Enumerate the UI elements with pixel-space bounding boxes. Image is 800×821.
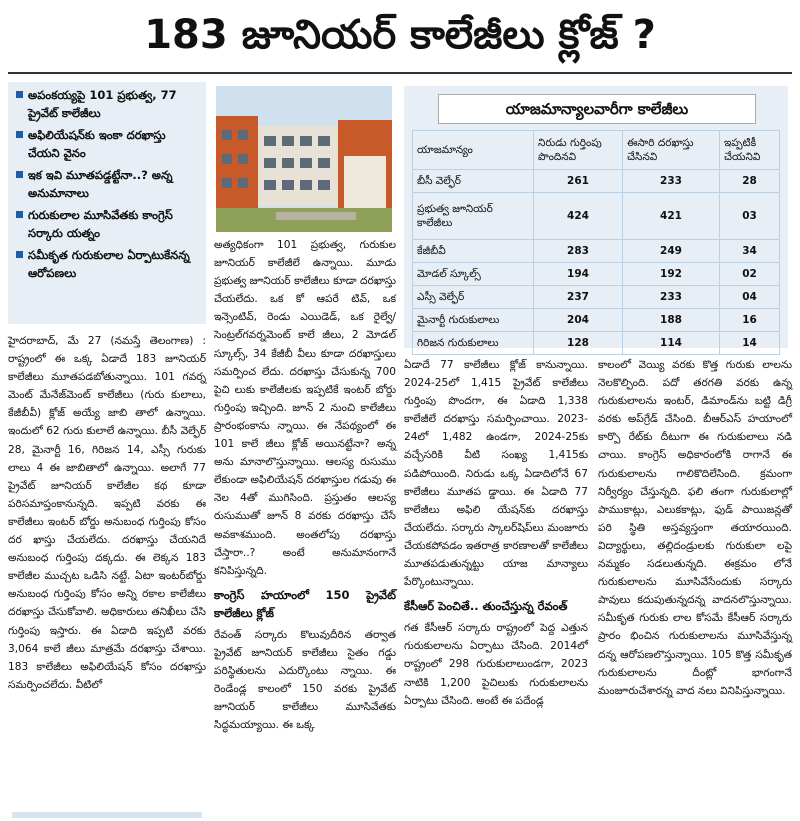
table-cell-pending: 16 xyxy=(720,309,780,332)
table-header-row xyxy=(413,131,780,170)
article-paragraph: గత కేసీఆర్ సర్కారు రాష్ట్రంలో పెద్ద ఎత్తున గురుకులాలను ఏర్పాటు చేసింది. 2014లో రాష్ట్రంలో 298 గురుకులాలుండగా, 2023 నాటికి 1,200 పైచిలుకు గురుకులాలను ఏర్పాటు చేసింది. అంటే ఈ పదేండ్ల xyxy=(404,622,588,707)
table-title: యాజమాన్యాలవారీగా కాలేజీలు xyxy=(438,94,756,124)
table-row xyxy=(413,263,780,286)
table-cell-pending: 02 xyxy=(720,263,780,286)
table-cell-pending: 04 xyxy=(720,286,780,309)
table-header: యాజమాన్యం xyxy=(413,131,534,170)
table-cell-prev: 424 xyxy=(534,193,623,240)
colleges-table-box xyxy=(404,86,788,348)
article-paragraph: కాలంలో వెయ్యి వరకు కొత్త గురుకు లాలను నెలకొల్పింది. పదో తరగతి వరకు ఉన్న గురుకులాలను ఇంటర్, డిమాండ్‌ను బట్టి డిగ్రీ వరకు అప్‌గ్రేడ్ చేసింది. బీఆర్‌ఎస్ హయాంలో కార్పొ రేట్‌కు దీటుగా ఈ గురుకులాలు నడి చాయి. కాంగ్రెస్ అధికారంలోకి రాగానే ఈ గురుకులాలను గాలికొదిలేసింది. క్రమంగా నిర్వీర్యం చేస్తున్నది. ఫలి తంగా గురుకులాల్లో పాముకాట్లు, ఎలుకకాట్లు, ఫుడ్ పాయిజన్లతో పరి స్థితి అస్తవ్యస్తంగా తయారయింది. విద్యార్థులు, తల్లిదండ్రులకు గురుకులా లపై నమ్మకం సడలుతున్నది. ఈక్రమం లోనే గురుకులాలను మూసివేసేందుకు సర్కారు పావులు కదుపుతున్నదన్న వాదనలొస్తున్నాయి. సమీకృత గురుకు లాల కోసమే కేసీఆర్ సర్కారు ప్రారం భించిన గురుకులాలను మూసివేస్తున్న దన్న ఆరోపణలొస్తున్నాయి. 105 కొత్త సమీకృత గురుకులాలను దీంట్లో భాగంగానే మంజూరుచేశారన్న వాద నలు వినిపిస్తున్నాయి. xyxy=(598,359,792,697)
article-column-3 xyxy=(404,356,588,710)
table-cell-pending: 34 xyxy=(720,240,780,263)
footer-bar xyxy=(12,812,202,818)
table-row xyxy=(413,240,780,263)
table-row xyxy=(413,332,780,355)
article-paragraph: హైదరాబాద్, మే 27 (నమస్తే తెలంగాణ) : రాష్ట్రంలో ఈ ఒక్క ఏడాదే 183 జూనియర్ కాలేజీలు మూతపడబోతున్నాయి. 101 గవర్న మెంట్ మేనేజ్‌మెంట్ కాలేజీలు (గురు కులాలు, కేజీబీవీ) క్లోజ్ అయ్యే జాబి తాలో ఉన్నాయి. ఇందులో 62 గురు కులాలే ఉన్నాయి. బీసీ వెల్ఫేర్ 28, మైనార్టీ 16, గిరిజన 14, ఎస్సీ గురుకు లాలు 4 ఈ జాబితాలో ఉన్నాయి. అలాగే 77 ప్రైవేట్ జూనియర్ కాలేజీల కథ కూడా పరిసమాప్తంకానున్నది. ఇప్పటి వరకు ఈ కాలేజీలు ఇంటర్ బోర్డు అనుబంధ గుర్తింపు కోసం దర ఖాస్తు చేయలేదు. దరఖాస్తు చేయనిదే అనుబంధ గుర్తింపు దక్కదు. ఈ లెక్కన 183 కాలేజీల ముచ్చట ఒడిసి నట్టే. ఏటా ఇంటర్‌బోర్డు అనుబంధ గుర్తింపు కోసం అన్ని రకాల కాలేజీలు దరఖాస్తు చేసుకోవాలి. అధికారులు తనిఖీలు చేసి గుర్తింపు ఇస్తారు. ఈ ఏడాది ఇప్పటి వరకు 3,064 కాలే జీలు మాత్రమే దరఖాస్తు చేశాయి. 183 కాలేజీలు అఫిలియేషన్ కోసం దరఖాస్తు సమర్పించలేదు. వీటిలో xyxy=(8,335,206,691)
table-cell-applied: 233 xyxy=(623,170,720,193)
table-cell-name: ప్రభుత్వ జూనియర్ కాలేజీలు xyxy=(413,193,534,240)
table-cell-name: మైనార్టీ గురుకులాలు xyxy=(413,309,534,332)
table-cell-pending: 14 xyxy=(720,332,780,355)
highlight-item: గురుకులాల మూసివేతకు కాంగ్రెస్ సర్కారు యత్నం xyxy=(14,206,200,242)
table-cell-prev: 237 xyxy=(534,286,623,309)
article-paragraph: రేవంత్ సర్కారు కొలువుదీరిన తర్వాత ప్రైవేట్ జూనియర్ కాలేజీలు సైతం గడ్డు పరిస్థితులను ఎదుర్కొంటు న్నాయి. ఈ రెండేండ్ల కాలంలో 150 వరకు ప్రైవేట్ జూనియర్ కాలేజీలు మూసివేతకు సిద్ధమయ్యాయి. ఈ ఒక్క xyxy=(214,628,396,732)
table-cell-prev: 204 xyxy=(534,309,623,332)
table-cell-name: గిరిజన గురుకులాలు xyxy=(413,332,534,355)
table-cell-name: ఎస్సీ వెల్ఫేర్ xyxy=(413,286,534,309)
highlight-item: అపంకయ్యపై 101 ప్రభుత్వ, 77 ప్రైవేట్ కాలేజీలు xyxy=(14,86,200,122)
table-cell-applied: 114 xyxy=(623,332,720,355)
highlights-box xyxy=(8,82,206,324)
highlight-item: ఇక ఇవి మూతపడ్డట్టేనా..? అన్న అనుమానాలు xyxy=(14,166,200,202)
table-row xyxy=(413,286,780,309)
table-cell-name: బీసీ వెల్ఫేర్ xyxy=(413,170,534,193)
headline-divider xyxy=(8,72,792,74)
table-cell-pending: 03 xyxy=(720,193,780,240)
table-header: ఇప్పటికీ చేయనివి xyxy=(720,131,780,170)
table-header: నిరుడు గుర్తింపు పొందినవి xyxy=(534,131,623,170)
table-cell-applied: 421 xyxy=(623,193,720,240)
headline: 183 జూనియర్ కాలేజీలు క్లోజ్ ? xyxy=(144,12,656,58)
colleges-table xyxy=(412,130,780,355)
article-column-1 xyxy=(8,332,206,694)
article-paragraph: ఏడాదే 77 కాలేజీలు క్లోజ్ కానున్నాయి. 2024-25లో 1,415 ప్రైవేట్ కాలేజీలు గుర్తింపు పొందగా, ఈ ఏడాది 1,338 కాలేజీలే దరఖాస్తు సమర్పించాయి. 2023-24లో 1,482 ఉండగా, 2024-25కు వచ్చేసరికి వీటి సంఖ్య 1,415కు పడిపోయింది. నిరుడు ఒక్క ఏడాదిలోనే 67 కాలేజీలు మూతప డ్డాయి. ఈ ఏడాది 77 కాలేజీలు అఫిలి యేషన్‌కు దరఖాస్తు చేయలేదు. సర్కారు స్కాలర్‌షిప్‌లు మంజూరు చేయకపోవడం ఇతరాత్ర కారణాలతో కాలేజీలు మూతపడుతున్నట్టు యాజ మాన్యాలు పేర్కొంటున్నాయి. xyxy=(404,359,588,589)
subheading-kcr-revanth: కేసీఆర్ పెంచితే.. తుంచేస్తున్న రేవంత్ xyxy=(404,599,568,614)
table-cell-applied: 249 xyxy=(623,240,720,263)
article-column-2 xyxy=(214,236,396,734)
table-cell-prev: 194 xyxy=(534,263,623,286)
table-row xyxy=(413,309,780,332)
table-cell-name: కేజీబీవీ xyxy=(413,240,534,263)
table-cell-applied: 192 xyxy=(623,263,720,286)
table-cell-applied: 188 xyxy=(623,309,720,332)
highlight-item: అఫిలియేషన్‌కు ఇంకా దరఖాస్తు చేయని వైనం xyxy=(14,126,200,162)
college-building-photo xyxy=(216,86,392,232)
table-cell-pending: 28 xyxy=(720,170,780,193)
table-row xyxy=(413,170,780,193)
highlight-item: సమీకృత గురుకులాల ఏర్పాటుకేనన్న ఆరోపణలు xyxy=(14,246,200,282)
subheading-private-colleges: కాంగ్రెస్ హయాంలో 150 ప్రైవేట్ కాలేజీలు క్లోజ్ xyxy=(214,587,396,620)
table-cell-prev: 261 xyxy=(534,170,623,193)
table-row xyxy=(413,193,780,240)
table-cell-prev: 128 xyxy=(534,332,623,355)
table-cell-applied: 233 xyxy=(623,286,720,309)
table-cell-prev: 283 xyxy=(534,240,623,263)
article-column-4 xyxy=(598,356,792,700)
table-cell-name: మోడల్ స్కూల్స్ xyxy=(413,263,534,286)
table-header: ఈసారి దరఖాస్తు చేసినవి xyxy=(623,131,720,170)
article-paragraph: అత్యధికంగా 101 ప్రభుత్వ, గురుకుల జూనియర్ కాలేజీలే ఉన్నాయి. మూడు ప్రభుత్వ జూనియర్ కాలేజీలు కూడా దరఖాస్తు చేయలేదు. ఒక కో ఆపరే టివ్, ఒక ఇన్సెంటివ్, రెండు ఎయిడెడ్, ఒక రైల్వే/సెంట్రల్‌గవర్నమెంట్ కాలే జీలు, 2 మోడల్ స్కూల్స్, 34 కేజీబీ వీలు కూడా దరఖాస్తులు సమర్పించ లేదు. దరఖాస్తు చేసుకున్న 700 పైచి లుకు కాలేజీలకు ఇప్పటికే ఇంటర్ బోర్డు గుర్తింపు ఇచ్చింది. జూన్ 2 నుంచి కాలేజీలు ప్రారంభంకాను న్నాయి. ఈ నేపథ్యంలో ఈ 101 కాలే జీలు క్లోజ్ అయినట్టేనా? అన్న అను మానాలొస్తున్నాయి. ఆలస్య రుసుము లేకుండా అఫిలియేషన్ దరఖాస్తుల గడువు ఈ నెల 4తో ముగిసింది. ప్రస్తుతం ఆలస్య రుసుముతో జూన్ 8 వరకు దరఖాస్తు చేసే అవకాశముంది. అంతలోపు దరఖాస్తు చేస్తారా..? అంటే అనుమానంగానే కనిపిస్తున్నది. xyxy=(214,239,396,577)
